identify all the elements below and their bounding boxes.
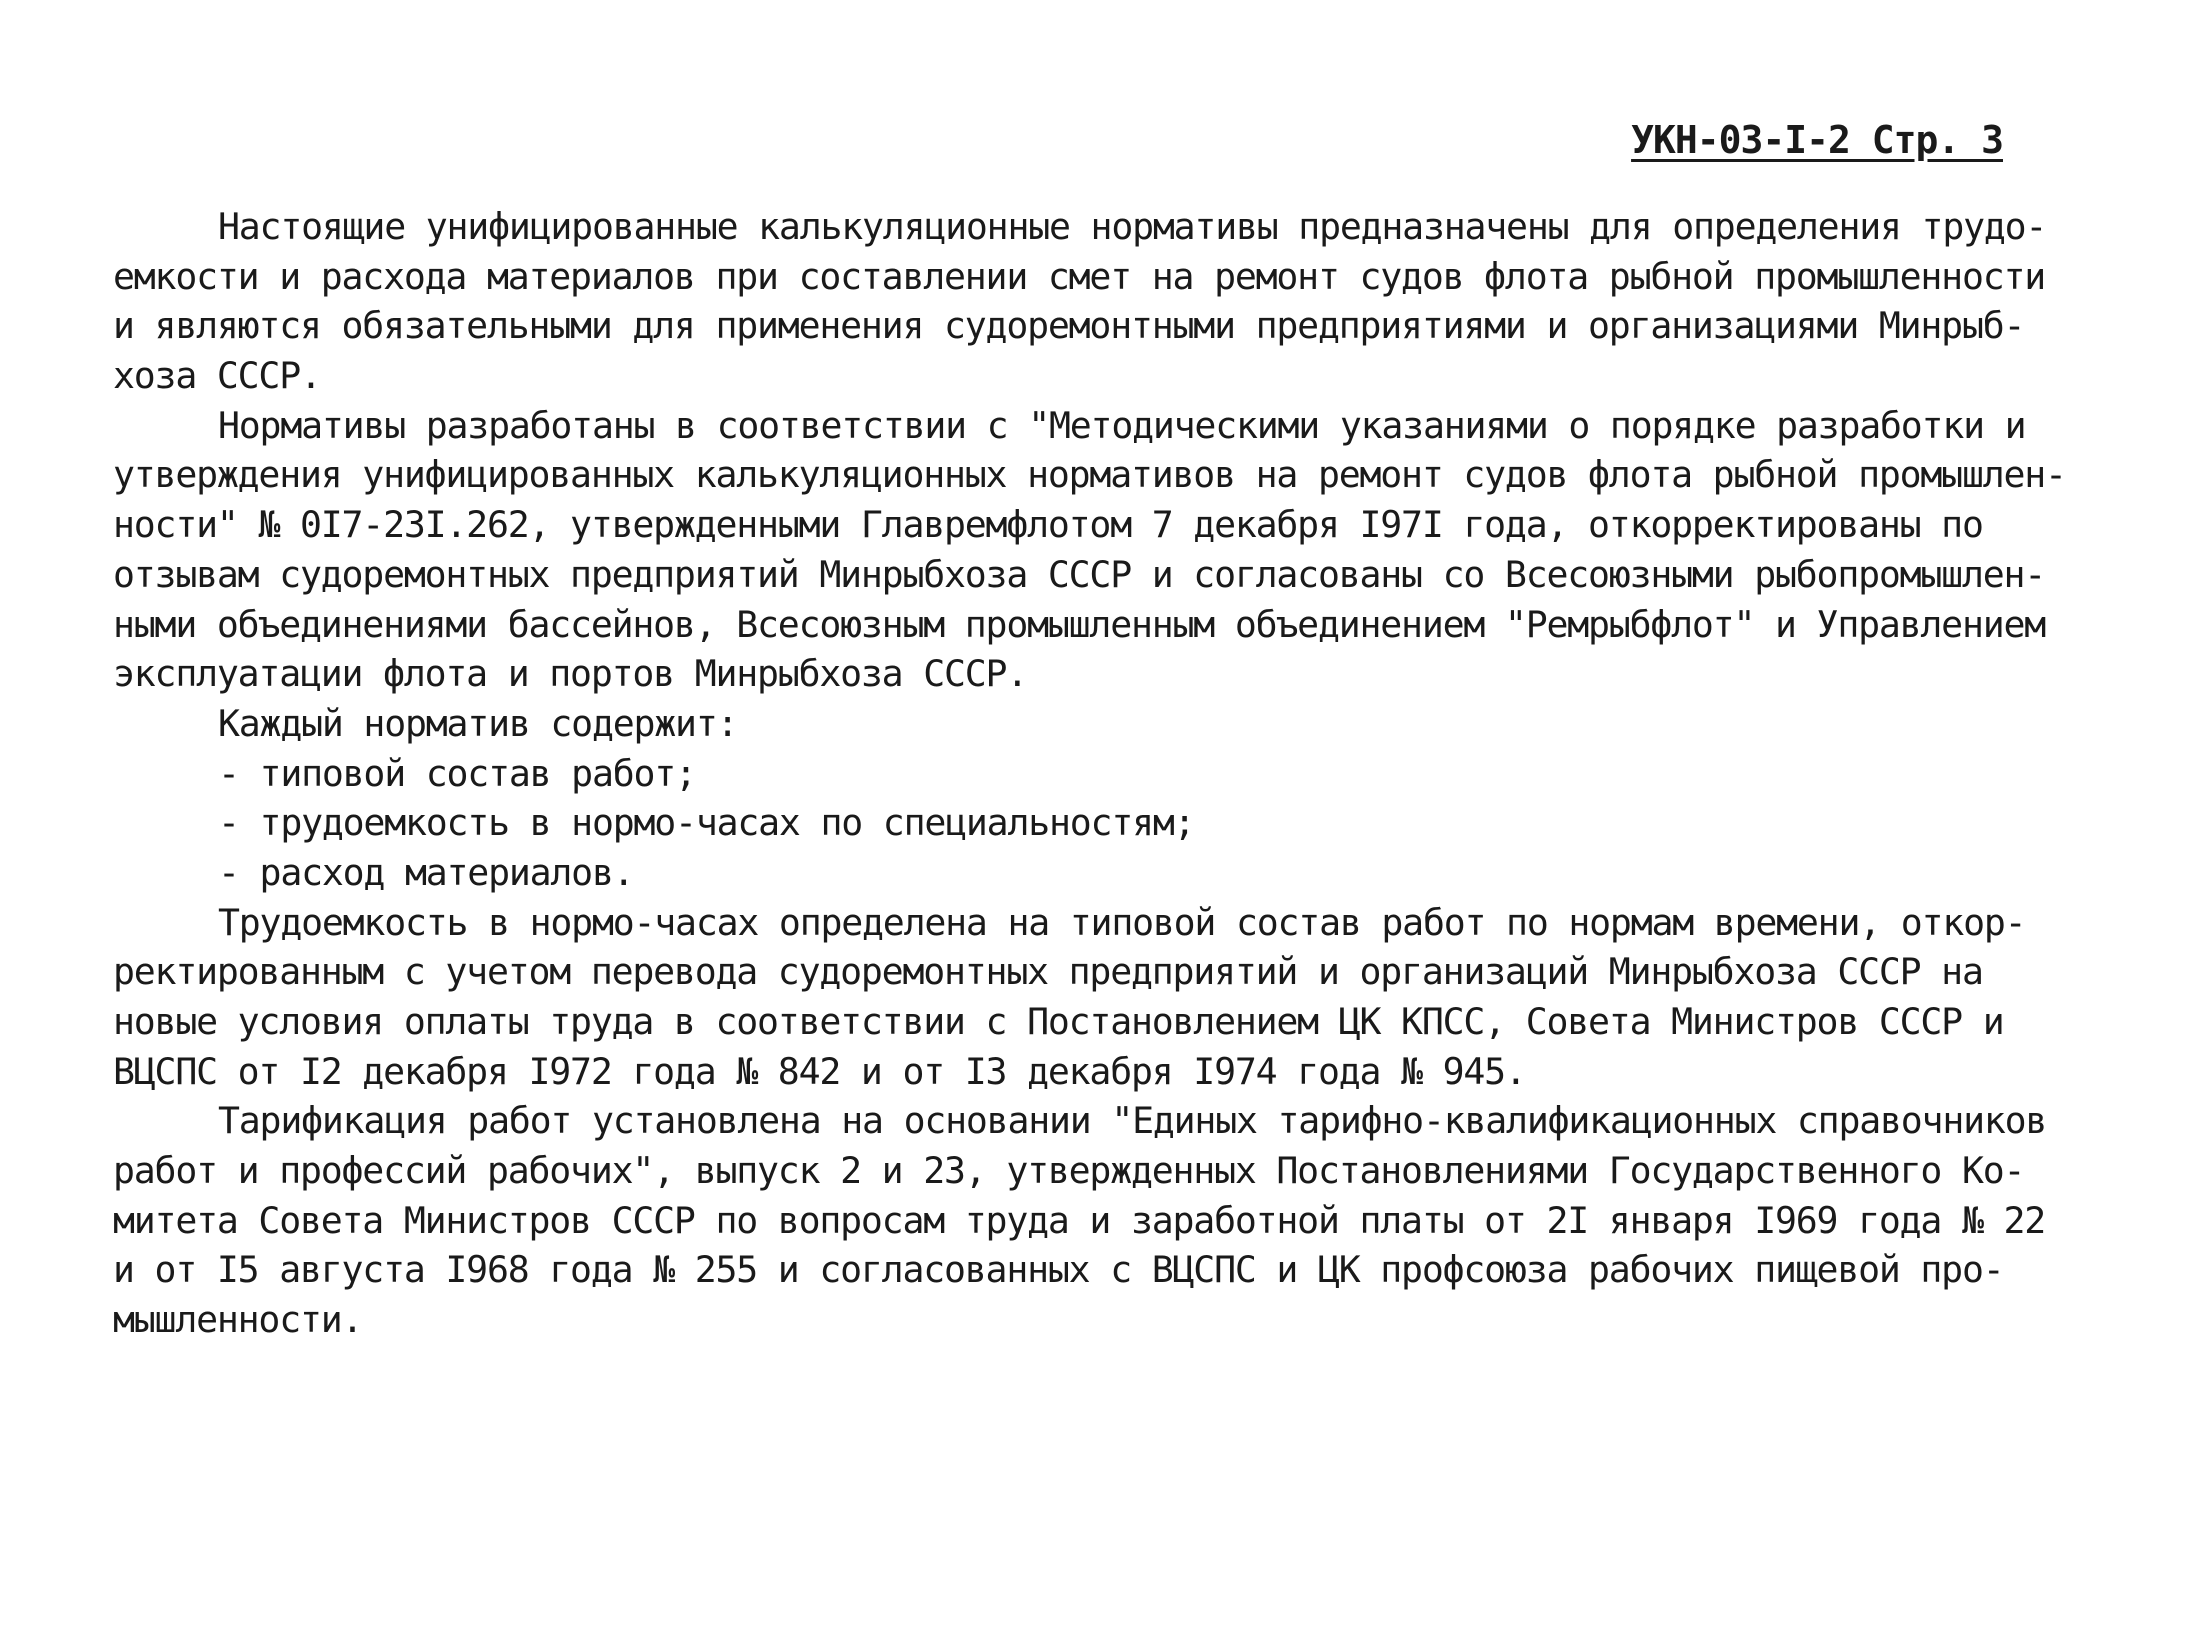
text-line: утверждения унифицированных калькуляционных нормативов на ремонт судов флота рыбной промышлен- xyxy=(113,453,2066,497)
text-line: емкости и расхода материалов при составлении смет на ремонт судов флота рыбной промышленности xyxy=(113,254,2046,298)
text-line: Нормативы разработаны в соответствии с "Методическими указаниями о порядке разработки и xyxy=(218,403,2026,447)
text-line: и от I5 августа I968 года № 255 и согласованных с ВЦСПС и ЦК профсоюза рабочих пищевой про- xyxy=(113,1248,2004,1292)
text-line: Настоящие унифицированные калькуляционные нормативы предназначены для определения трудо- xyxy=(218,205,2047,248)
text-line: хоза СССР. xyxy=(113,354,321,398)
text-line: и являются обязательными для применения судоремонтными предприятиями и организациями Минрыб- xyxy=(113,304,2025,348)
list-item: - трудоемкость в нормо-часах по специальностям; xyxy=(218,801,1195,845)
document-reference-header: УКН-03-I-2 Стр. 3 xyxy=(1631,118,2003,162)
text-line: ректированным с учетом перевода судоремонтных предприятий и организаций Минрыбхоза СССР на xyxy=(113,950,1983,994)
text-line: ВЦСПС от I2 декабря I972 года № 842 и от I3 декабря I974 года № 945. xyxy=(113,1049,1526,1093)
list-item: - расход материалов. xyxy=(218,850,634,894)
text-line: работ и профессий рабочих", выпуск 2 и 23, утвержденных Постановлениями Государственного Ко- xyxy=(113,1149,2025,1193)
text-line: митета Совета Министров СССР по вопросам труда и заработной платы от 2I января I969 года № 22 xyxy=(113,1198,2046,1242)
text-line: отзывам судоремонтных предприятий Минрыбхоза СССР и согласованы со Всесоюзными рыбопромышлен- xyxy=(113,552,2046,596)
text-line: эксплуатации флота и портов Минрыбхоза СССР. xyxy=(113,652,1028,696)
text-line: ными объединениями бассейнов, Всесоюзным промышленным объединением "Ремрыбфлот" и Управлением xyxy=(113,602,2046,646)
document-body xyxy=(113,202,2066,1345)
text-line: Трудоемкость в нормо-часах определена на типовой состав работ по нормам времени, откор- xyxy=(218,900,2026,944)
text-line: Каждый норматив содержит: xyxy=(218,701,738,745)
text-line: мышленности. xyxy=(113,1298,363,1342)
text-line: ности" № 0I7-23I.262, утвержденными Главремфлотом 7 декабря I97I года, откорректированы по xyxy=(113,503,1983,547)
text-line: Тарификация работ установлена на основании "Единых тарифно-квалификационных справочников xyxy=(218,1099,2047,1143)
text-line: новые условия оплаты труда в соответствии с Постановлением ЦК КПСС, Совета Министров СССР и xyxy=(113,1000,2004,1043)
list-item: - типовой состав работ; xyxy=(218,751,696,795)
